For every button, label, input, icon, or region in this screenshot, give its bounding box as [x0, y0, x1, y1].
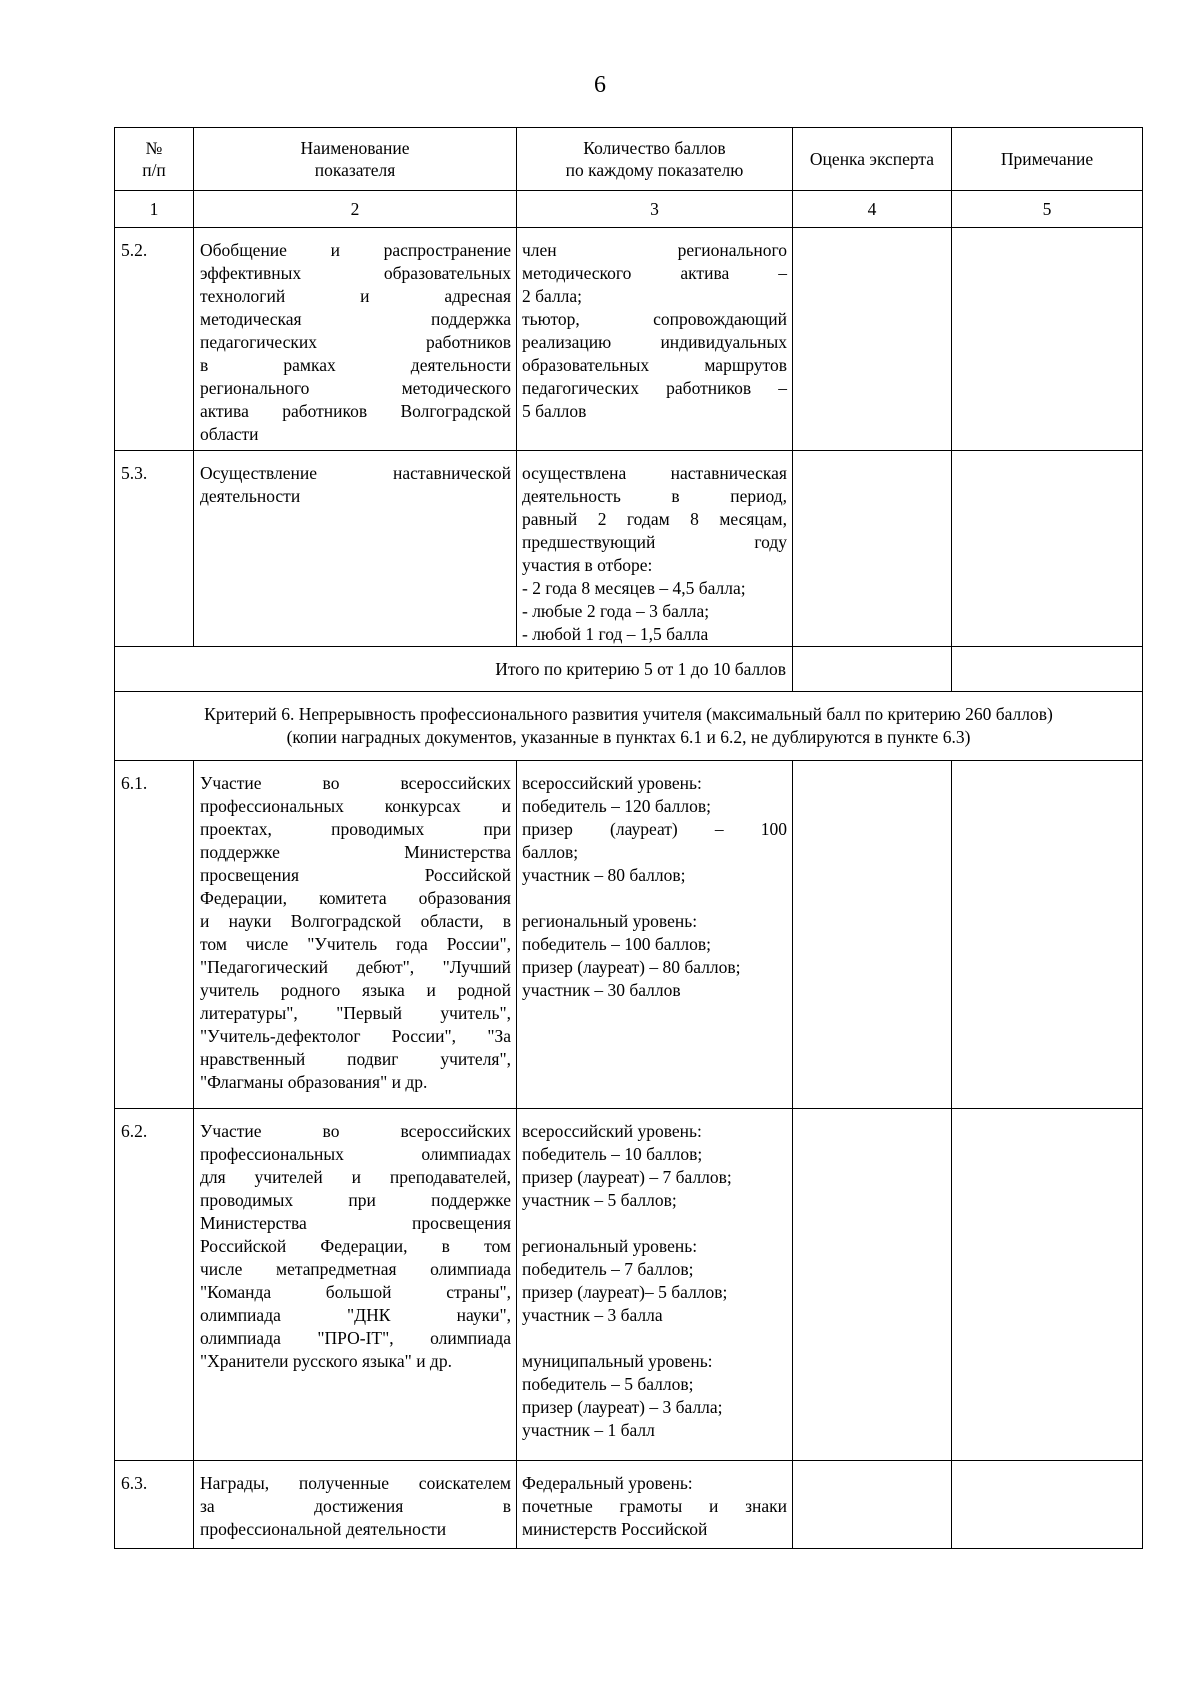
table-row	[115, 451, 1143, 647]
criterion-6-row	[115, 692, 1143, 761]
score-spacer	[522, 887, 787, 910]
indicator-name	[194, 228, 517, 451]
indicator-name-line: области	[200, 424, 259, 444]
expert-rating-cell[interactable]	[793, 451, 952, 647]
indicator-name-line: технологий и адресная	[200, 286, 511, 306]
indicator-name-line: нравственный подвиг учителя",	[200, 1049, 511, 1069]
note-cell[interactable]	[952, 451, 1143, 647]
header-number	[115, 128, 194, 191]
score-line: победитель – 120 баллов;	[522, 796, 712, 816]
note-cell[interactable]	[952, 228, 1143, 451]
header-score-count: Количество баллов по каждому показателю	[517, 128, 793, 191]
score-line: призер (лауреат) – 7 баллов;	[522, 1167, 732, 1187]
score-line: равный 2 годам 8 месяцам,	[522, 509, 787, 529]
total-criterion-5: Итого по критерию 5 от 1 до 10 баллов	[115, 647, 793, 692]
indicator-name	[194, 451, 517, 647]
score-line: почетные грамоты и знаки	[522, 1496, 787, 1516]
score-line: всероссийский уровень:	[522, 1121, 702, 1141]
indicator-name-line: и науки Волгоградской области, в	[200, 911, 511, 931]
header-number-text: № п/п	[142, 138, 166, 180]
expert-rating-cell[interactable]	[793, 1109, 952, 1461]
table-row	[115, 1461, 1143, 1549]
table-row	[115, 1109, 1143, 1461]
score-description	[517, 451, 793, 647]
row-number: 6.1.	[115, 761, 194, 1109]
indicator-name-line: олимпиада "ПРО-IT", олимпиада	[200, 1328, 511, 1348]
header-note: Примечание	[952, 128, 1143, 191]
score-line: 2 балла;	[522, 286, 583, 306]
note-cell[interactable]	[952, 761, 1143, 1109]
indicator-name-line: "Флагманы образования" и др.	[200, 1072, 428, 1092]
indicator-name-line: поддержке Министерства	[200, 842, 511, 862]
score-line: 5 баллов	[522, 401, 587, 421]
score-line: победитель – 100 баллов;	[522, 934, 712, 954]
column-number: 1	[115, 191, 194, 228]
score-line: участия в отборе:	[522, 555, 653, 575]
score-line: региональный уровень:	[522, 1236, 698, 1256]
criterion-6-heading	[115, 692, 1143, 761]
indicator-name-line: просвещения Российской	[200, 865, 511, 885]
score-spacer	[522, 1212, 787, 1235]
indicator-name-line: для учителей и преподавателей,	[200, 1167, 511, 1187]
score-line: методического актива –	[522, 263, 787, 283]
score-line: победитель – 5 баллов;	[522, 1374, 694, 1394]
column-number: 5	[952, 191, 1143, 228]
score-line: член регионального	[522, 240, 787, 260]
indicator-name-line: литературы", "Первый учитель",	[200, 1003, 511, 1023]
score-line: деятельность в период,	[522, 486, 787, 506]
criteria-table	[114, 127, 1143, 1549]
score-spacer	[522, 1327, 787, 1350]
score-line: призер (лауреат) – 80 баллов;	[522, 957, 741, 977]
table-row	[115, 228, 1143, 451]
indicator-name-line: Осуществление наставнической	[200, 463, 511, 483]
page-number: 6	[594, 72, 606, 98]
indicator-name-line: профессиональных конкурсах и	[200, 796, 511, 816]
score-description	[517, 228, 793, 451]
row-number: 6.2.	[115, 1109, 194, 1461]
score-line: всероссийский уровень:	[522, 773, 702, 793]
score-line: предшествующий году	[522, 532, 787, 552]
indicator-name-line: эффективных образовательных	[200, 263, 511, 283]
score-line: участник – 1 балл	[522, 1420, 655, 1440]
indicator-name-line: проектах, проводимых при	[200, 819, 511, 839]
column-number: 2	[194, 191, 517, 228]
score-line: - любые 2 года – 3 балла;	[522, 601, 710, 621]
score-line: победитель – 7 баллов;	[522, 1259, 694, 1279]
indicator-name-line: Награды, полученные соискателем	[200, 1473, 511, 1493]
score-line: - любой 1 год – 1,5 балла	[522, 624, 709, 644]
column-number: 4	[793, 191, 952, 228]
indicator-name-line: профессиональных олимпиадах	[200, 1144, 511, 1164]
score-line: призер (лауреат) – 100	[522, 819, 787, 839]
total-criterion-5-row	[115, 647, 1143, 692]
expert-rating-cell[interactable]	[793, 228, 952, 451]
indicator-name-line: "Команда большой страны",	[200, 1282, 511, 1302]
table-row	[115, 761, 1143, 1109]
score-line: участник – 30 баллов	[522, 980, 681, 1000]
indicator-name-line: олимпиада "ДНК науки",	[200, 1305, 511, 1325]
row-number: 6.3.	[115, 1461, 194, 1549]
criterion-6-note: (копии наградных документов, указанные в пунктах 6.1 и 6.2, не дублируются в пункте 6.3)	[286, 727, 971, 747]
indicator-name-line: проводимых при поддержке	[200, 1190, 511, 1210]
indicator-name-line: педагогических работников	[200, 332, 511, 352]
score-line: участник – 80 баллов;	[522, 865, 686, 885]
expert-rating-cell[interactable]	[793, 761, 952, 1109]
score-line: Федеральный уровень:	[522, 1473, 693, 1493]
indicator-name-line: Участие во всероссийских	[200, 773, 511, 793]
indicator-name-line: учитель родного языка и родной	[200, 980, 511, 1000]
row-number: 5.2.	[115, 228, 194, 451]
score-description	[517, 761, 793, 1109]
score-line: участник – 3 балла	[522, 1305, 663, 1325]
note-cell[interactable]	[952, 1461, 1143, 1549]
score-line: педагогических работников –	[522, 378, 787, 398]
score-line: баллов;	[522, 842, 579, 862]
column-number: 3	[517, 191, 793, 228]
header-expert-rating: Оценка эксперта	[793, 128, 952, 191]
score-line: реализацию индивидуальных	[522, 332, 787, 352]
indicator-name-line: деятельности	[200, 486, 301, 506]
score-line: победитель – 10 баллов;	[522, 1144, 703, 1164]
score-line: осуществлена наставническая	[522, 463, 787, 483]
indicator-name-line: Обобщение и распространение	[200, 240, 511, 260]
indicator-name-line: "Учитель-дефектолог России", "За	[200, 1026, 511, 1046]
score-line: призер (лауреат)– 5 баллов;	[522, 1282, 728, 1302]
score-description	[517, 1461, 793, 1549]
indicator-name-line: числе метапредметная олимпиада	[200, 1259, 511, 1279]
total-note-cell	[952, 647, 1143, 692]
indicator-name-line: методическая поддержка	[200, 309, 511, 329]
score-line: тьютор, сопровождающий	[522, 309, 787, 329]
indicator-name-line: "Хранители русского языка" и др.	[200, 1351, 452, 1371]
expert-rating-cell[interactable]	[793, 1461, 952, 1549]
total-expert-cell	[793, 647, 952, 692]
indicator-name-line: Министерства просвещения	[200, 1213, 511, 1233]
table-header-row	[115, 128, 1143, 191]
header-indicator-name: Наименование показателя	[194, 128, 517, 191]
score-line: участник – 5 баллов;	[522, 1190, 677, 1210]
score-line: региональный уровень:	[522, 911, 698, 931]
score-line: - 2 года 8 месяцев – 4,5 балла;	[522, 578, 746, 598]
indicator-name	[194, 1461, 517, 1549]
column-numbers-row	[115, 191, 1143, 228]
indicator-name-line: в рамках деятельности	[200, 355, 511, 375]
indicator-name	[194, 1109, 517, 1461]
indicator-name-line: за достижения в	[200, 1496, 511, 1516]
score-description	[517, 1109, 793, 1461]
indicator-name-line: Российской Федерации, в том	[200, 1236, 511, 1256]
score-line: образовательных маршрутов	[522, 355, 787, 375]
score-line: муниципальный уровень:	[522, 1351, 713, 1371]
row-number: 5.3.	[115, 451, 194, 647]
indicator-name-line: профессиональной деятельности	[200, 1519, 447, 1539]
indicator-name-line: "Педагогический дебют", "Лучший	[200, 957, 511, 977]
indicator-name-line: Участие во всероссийских	[200, 1121, 511, 1141]
criterion-6-title: Критерий 6. Непрерывность профессионального развития учителя (максимальный балл по критерию 260 баллов)	[204, 704, 1053, 724]
indicator-name-line: регионального методического	[200, 378, 511, 398]
score-line: призер (лауреат) – 3 балла;	[522, 1397, 723, 1417]
note-cell[interactable]	[952, 1109, 1143, 1461]
indicator-name-line: актива работников Волгоградской	[200, 401, 511, 421]
indicator-name-line: том числе "Учитель года России",	[200, 934, 511, 954]
indicator-name-line: Федерации, комитета образования	[200, 888, 511, 908]
indicator-name	[194, 761, 517, 1109]
score-line: министерств Российской	[522, 1519, 708, 1539]
